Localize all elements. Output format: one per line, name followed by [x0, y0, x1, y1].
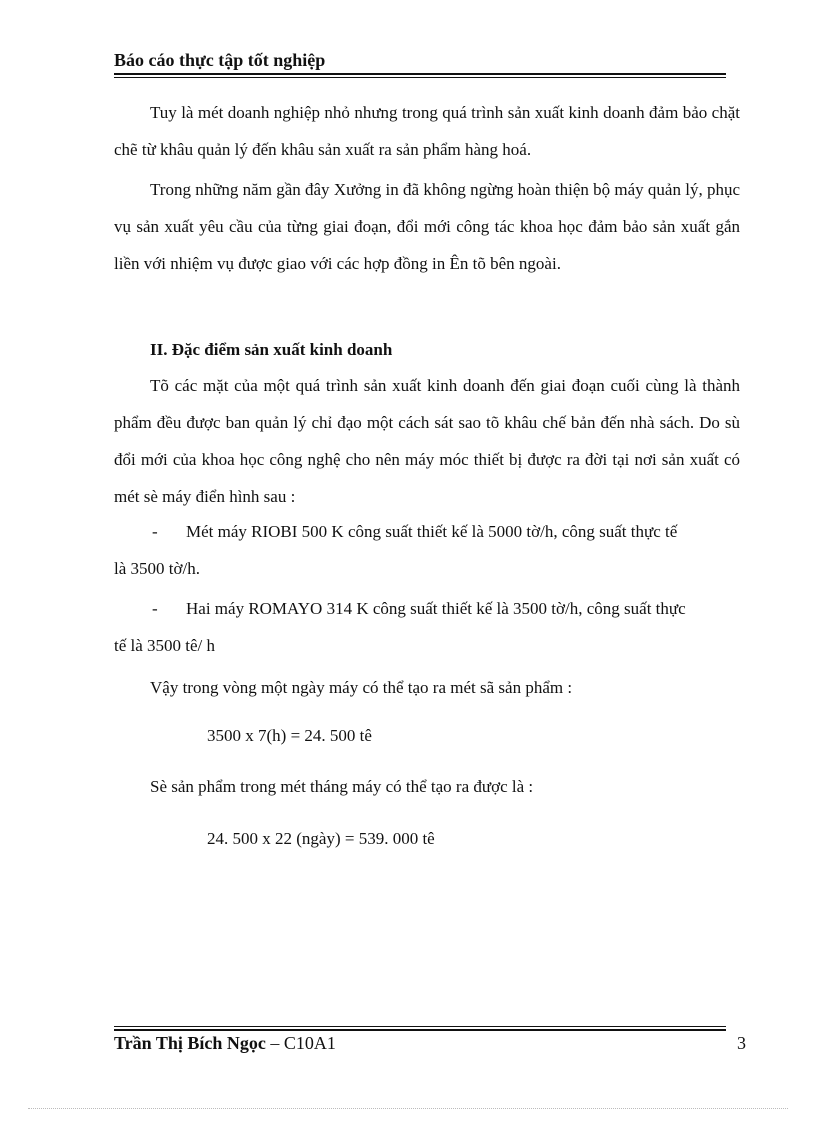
- bullet-item: [114, 513, 740, 587]
- bullet-line-1: Mét máy RIOBI 500 K công suất thiết kế là 5000 tờ/h, công suất thực tế: [186, 522, 678, 541]
- bullet-line-2: là 3500 tờ/h.: [114, 559, 200, 578]
- monthly-output-intro: Sè sản phẩm trong mét tháng máy có thể tạo ra được là :: [150, 777, 534, 796]
- page-number: 3: [737, 1033, 746, 1053]
- bullet-line-1: Hai máy ROMAYO 314 K công suất thiết kế là 3500 tờ/h, công suất thực: [186, 599, 686, 618]
- header-title: Báo cáo thực tập tốt nghiệp: [114, 50, 326, 70]
- monthly-output-formula: 24. 500 x 22 (ngày) = 539. 000 tê: [207, 829, 435, 848]
- paragraph-2: Trong những năm gần đây Xưởng in đã không ngừng hoàn thiện bộ máy quản lý, phục vụ sản xuất yêu cầu của từng giai đoạn, đổi mới công tác khoa học đảm bảo sản xuất gắn liền với nhiệm vụ được giao với các hợp đồng in Ên tõ bên ngoài.: [114, 180, 740, 273]
- author-name: Trần Thị Bích Ngọc: [114, 1033, 266, 1053]
- bullet-dash: -: [152, 599, 158, 618]
- paragraph-3: Tõ các mặt của một quá trình sản xuất kinh doanh đến giai đoạn cuối cùng là thành phẩm đều được ban quản lý chỉ đạo một cách sát sao tõ khâu chế bản đến nhà sách. Do sù đổi mới của khoa học công nghệ cho nên máy móc thiết bị được ra đời tại nơi sản xuất có mét sè máy điển hình sau :: [114, 376, 740, 506]
- page-edge-border: [28, 1108, 788, 1109]
- footer-rule-thin: [114, 1026, 726, 1027]
- footer-rule-thick: [114, 1029, 726, 1031]
- header-rule-thick: [114, 73, 726, 75]
- bullet-item: [114, 590, 740, 664]
- class-code: C10A1: [283, 1033, 336, 1053]
- daily-output-formula: 3500 x 7(h) = 24. 500 tê: [207, 726, 372, 745]
- daily-output-intro: Vậy trong vòng một ngày máy có thể tạo ra mét sã sản phẩm :: [150, 678, 573, 697]
- bullet-line-2: tế là 3500 tê/ h: [114, 636, 216, 655]
- bullet-dash: -: [152, 522, 158, 541]
- section-heading: II. Đặc điểm sản xuất kinh doanh: [150, 340, 393, 359]
- header-rule-thin: [114, 77, 726, 78]
- footer-author: [114, 1033, 336, 1054]
- author-separator: –: [265, 1033, 284, 1053]
- paragraph-1: Tuy là mét doanh nghiệp nhỏ nhưng trong quá trình sản xuất kinh doanh đảm bảo chặt chẽ từ khâu quản lý đến khâu sản xuất ra sản phẩm hàng hoá.: [114, 103, 740, 159]
